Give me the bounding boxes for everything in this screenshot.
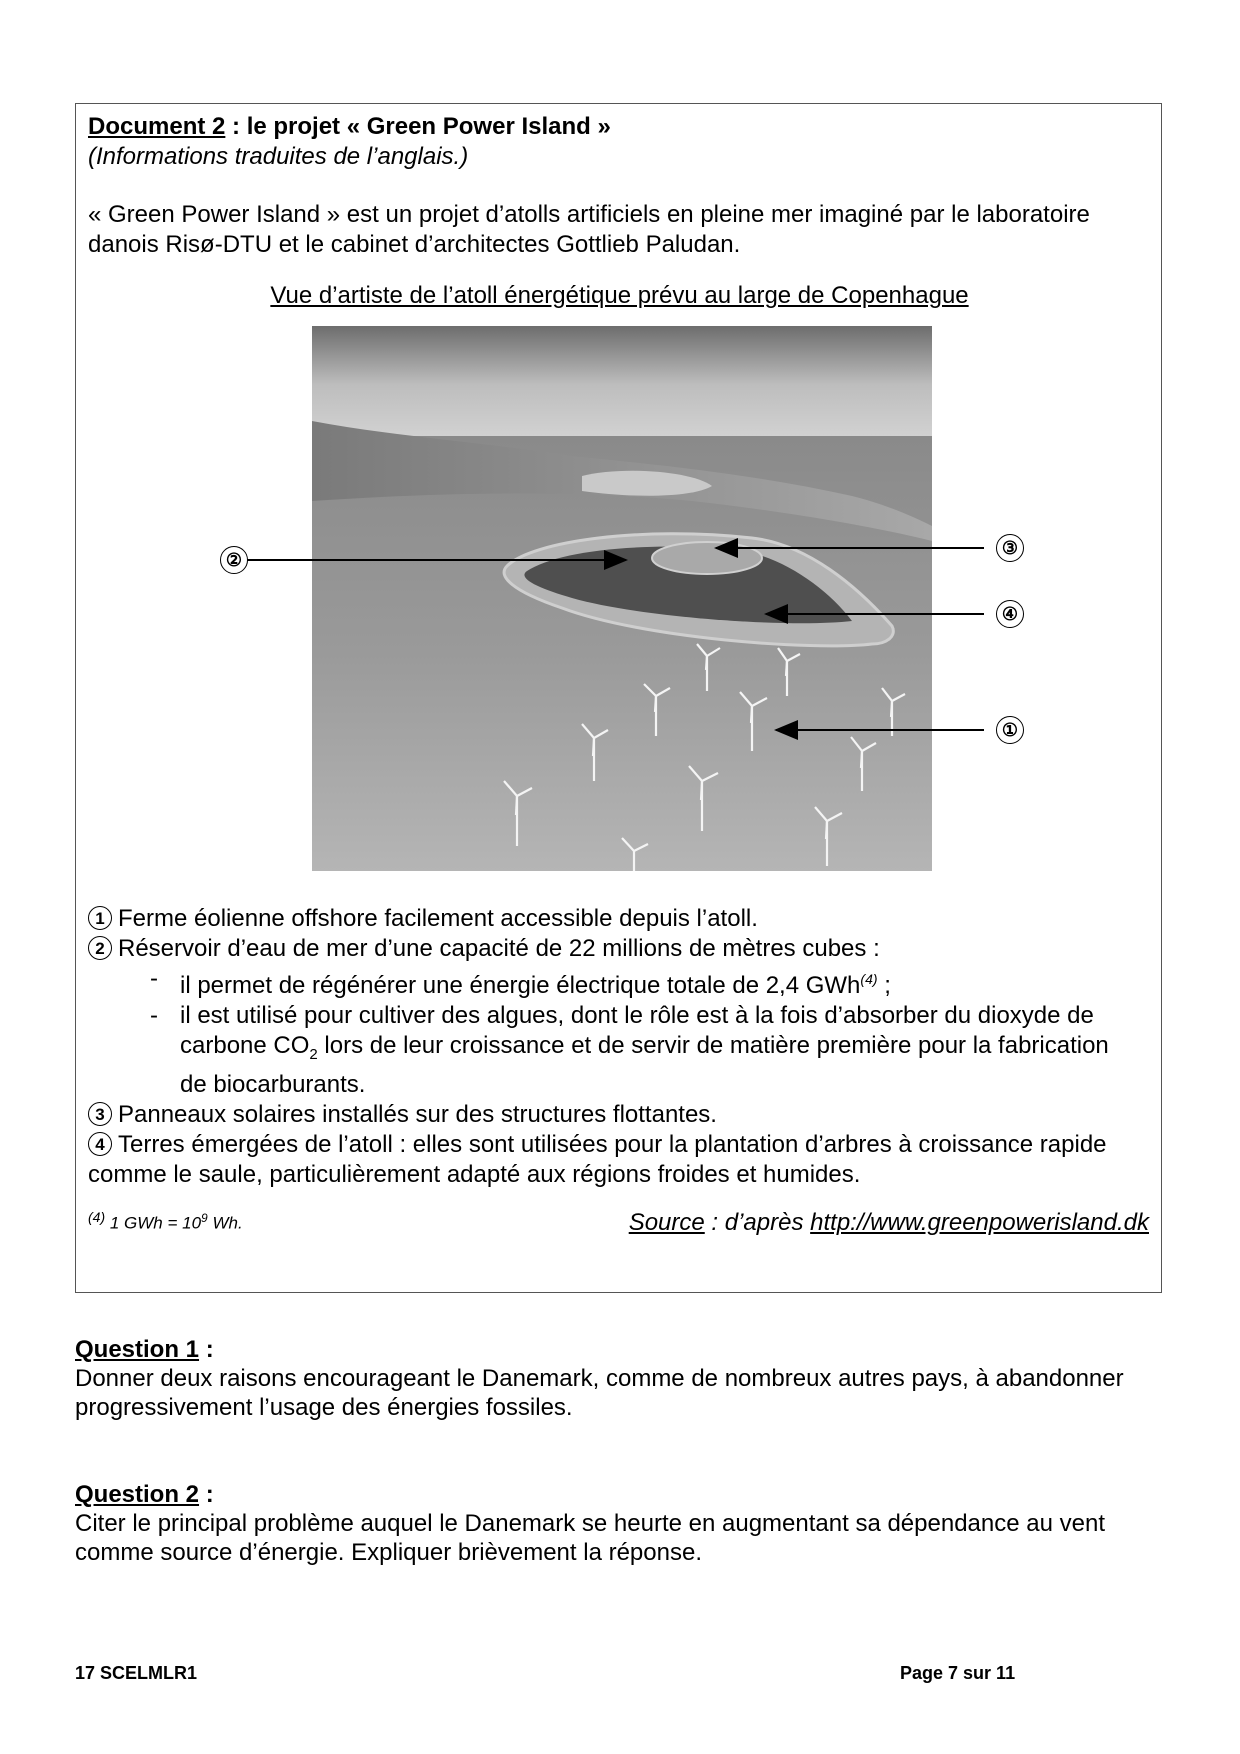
legend-sub-text-2b: carbone CO [180, 1032, 310, 1059]
footnote-exponent: 9 [201, 1210, 208, 1225]
legend-sub-text-2d: de biocarburants. [180, 1070, 366, 1098]
legend-number-1: 1 [88, 906, 112, 930]
document-subtitle: (Informations traduites de l’anglais.) [88, 143, 469, 170]
legend-sub-text-2a: il est utilisé pour cultiver des algues, dont le rôle est à la fois d’absorber du dioxyde de [180, 1002, 1094, 1029]
legend-sub-item-1 [88, 964, 1148, 1001]
source [629, 1209, 1149, 1237]
legend-number-3: 3 [88, 1102, 112, 1126]
question-2-suffix: : [199, 1481, 214, 1508]
legend-sub-text-2c: lors de leur croissance et de servir de matière première pour la fabrication [317, 1032, 1109, 1059]
legend-text-2: Réservoir d’eau de mer d’une capacité de 22 millions de mètres cubes : [118, 935, 880, 962]
legend-item-3 [88, 1100, 1148, 1130]
dash: - [150, 965, 158, 992]
dash: - [150, 1002, 158, 1029]
legend-text-4: Terres émergées de l’atoll : elles sont utilisées pour la plantation d’arbres à croissance rapide comme le saule, particulièrement adapté aux régions froides et humides. [88, 1130, 1107, 1188]
legend-number-4: 4 [88, 1132, 112, 1156]
footnote-end: Wh. [207, 1213, 243, 1233]
callout-2: ② [220, 546, 248, 574]
footer-page-number: Page 7 sur 11 [900, 1663, 1016, 1683]
co2-subscript: 2 [309, 1045, 318, 1063]
question-1-suffix: : [199, 1336, 214, 1363]
legend-text-1: Ferme éolienne offshore facilement accessible depuis l’atoll. [118, 905, 758, 932]
legend-number-2: 2 [88, 936, 112, 960]
footnote-mark: (4) [88, 1208, 106, 1225]
question-1-title [75, 1335, 1175, 1364]
question-1-label: Question 1 [75, 1336, 200, 1363]
footer-code: 17 SCELMLR1 [75, 1663, 198, 1683]
legend-item-1 [88, 904, 1148, 934]
question-2-label: Question 2 [75, 1481, 200, 1508]
question-2-text: Citer le principal problème auquel le Danemark se heurte en augmentant sa dépendance au vent comme source d’énergie. Expliquer brièvement la réponse. [75, 1510, 1105, 1566]
legend-item-2 [88, 934, 1148, 964]
legend-sub-item-2 [88, 1001, 1148, 1100]
source-text: : d’après [704, 1209, 811, 1236]
callout-1: ① [996, 716, 1024, 744]
question-1 [75, 1335, 1175, 1422]
document-title-text: : le projet « Green Power Island » [225, 113, 611, 140]
question-1-text: Donner deux raisons encourageant le Danemark, comme de nombreux autres pays, à abandonner progressivement l’usage des énergies fossiles. [75, 1365, 1124, 1421]
image-caption: Vue d’artiste de l’atoll énergétique prévu au large de Copenhague [270, 282, 969, 309]
source-label: Source [628, 1209, 705, 1236]
document-intro: « Green Power Island » est un projet d’atolls artificiels en pleine mer imaginé par le laboratoire danois Risø-DTU et le cabinet d’architectes Gottlieb Paludan. [88, 201, 1090, 258]
callout-3: ③ [996, 534, 1024, 562]
callout-4: ④ [996, 600, 1024, 628]
question-2-title [75, 1480, 1175, 1509]
source-link[interactable]: http://www.greenpowerisland.dk [810, 1209, 1149, 1236]
document-title [88, 112, 1148, 142]
question-2 [75, 1480, 1175, 1567]
footnote-ref: (4) [860, 971, 878, 987]
legend [88, 904, 1148, 1238]
atoll-illustration [312, 326, 932, 871]
legend-item-4 [88, 1130, 1148, 1190]
legend-sub-text-1: il permet de régénérer une énergie électrique totale de 2,4 GWh [180, 972, 861, 999]
legend-sub-text-1-end: ; [877, 972, 891, 999]
footnote-text: 1 GWh = 10 [105, 1213, 202, 1233]
document-box [75, 103, 1162, 1293]
legend-text-3: Panneaux solaires installés sur des structures flottantes. [118, 1100, 717, 1128]
document-label: Document 2 [88, 113, 226, 140]
solar-panel-field [652, 542, 762, 574]
document-header [88, 112, 1148, 260]
